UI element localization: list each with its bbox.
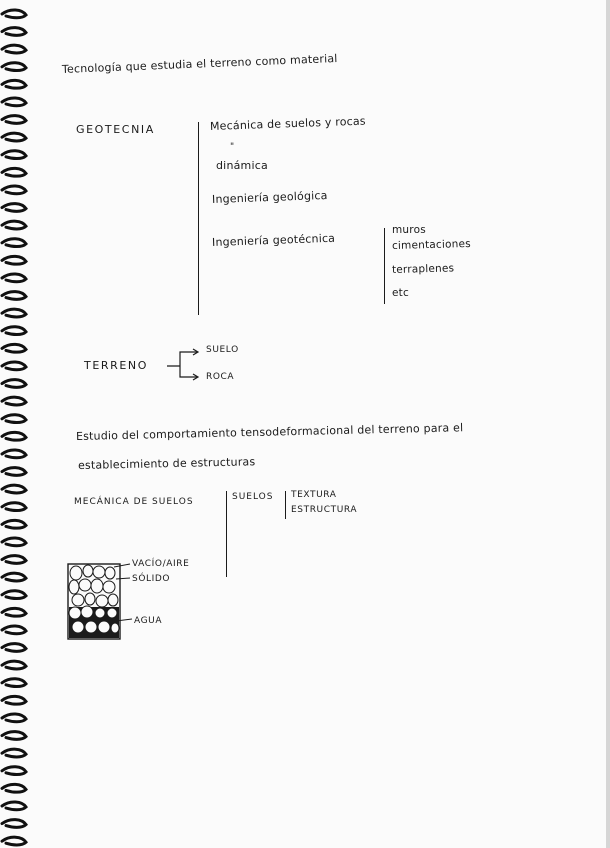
binding-coil — [2, 362, 26, 370]
binding-coil — [2, 98, 26, 106]
geotecnia-item-3: Ingeniería geológica — [211, 188, 328, 206]
binding-coil — [2, 327, 26, 335]
geotecnica-sub-4: etc — [392, 287, 409, 299]
binding-coil — [2, 309, 26, 317]
binding-coil — [2, 661, 26, 669]
soil-grain — [69, 580, 79, 594]
binding-coil — [2, 820, 26, 828]
binding-coil — [2, 608, 26, 616]
binding-coil — [2, 292, 26, 300]
binding-coil — [2, 520, 26, 528]
geotecnia-label: GEOTECNIA — [76, 123, 155, 136]
binding-coil — [2, 80, 26, 88]
terreno-branch-suelo: SUELO — [206, 345, 239, 355]
suelos-label: SUELOS — [232, 492, 274, 502]
binding-coil — [2, 644, 26, 652]
binding-coil — [2, 380, 26, 388]
terreno-label: TERRENO — [84, 359, 148, 372]
binding-coil — [2, 626, 26, 634]
binding-coil — [2, 221, 26, 229]
soil-grain — [111, 623, 119, 633]
binding-coil — [2, 679, 26, 687]
soil-grain — [83, 565, 93, 577]
binding-coil — [2, 415, 26, 423]
geotecnica-sub-1: muros — [392, 224, 426, 236]
soil-grain — [91, 579, 103, 593]
binding-coil — [2, 714, 26, 722]
soil-grain — [81, 606, 93, 618]
geotecnia-item-4: Ingeniería geotécnica — [211, 231, 336, 249]
terreno-branch-roca: ROCA — [206, 372, 235, 382]
soil-grain — [70, 566, 82, 580]
binding-coil — [2, 45, 26, 53]
binding-coil — [2, 28, 26, 36]
geotecnia-item-2: dinámica — [216, 159, 268, 172]
diagram-label-agua: AGUA — [134, 616, 163, 626]
binding-coil — [2, 344, 26, 352]
binding-coil — [2, 468, 26, 476]
soil-grain — [85, 593, 95, 605]
binding-coil — [2, 573, 26, 581]
suelos-sub-estructura: ESTRUCTURA — [291, 505, 358, 515]
binding-coil — [2, 239, 26, 247]
soil-grain — [103, 581, 115, 593]
terreno-arrows — [166, 346, 206, 382]
binding-coil — [2, 432, 26, 440]
soil-grain — [93, 566, 105, 578]
binding-coil — [2, 485, 26, 493]
suelos-bracket — [285, 491, 286, 519]
binding-coil — [2, 732, 26, 740]
binding-coil — [2, 63, 26, 71]
diagram-label-solido: SÓLIDO — [132, 574, 171, 584]
geotecnica-sub-3: terraplenes — [391, 262, 455, 276]
estudio-line-2: establecimiento de estructuras — [77, 455, 256, 472]
geotecnia-item-1: Mecánica de suelos y rocas — [209, 114, 366, 133]
binding-coil — [2, 168, 26, 176]
soil-grain — [96, 595, 108, 607]
soil-grain — [107, 608, 117, 618]
binding-coil — [2, 204, 26, 212]
binding-coil — [2, 767, 26, 775]
geotecnica-sub-2: cimentaciones — [391, 237, 472, 252]
binding-coil — [2, 802, 26, 810]
binding-coil — [2, 450, 26, 458]
binding-coil — [2, 10, 26, 18]
binding-coil — [2, 837, 26, 845]
binding-coil — [2, 556, 26, 564]
soil-grain — [105, 567, 115, 579]
soil-grain — [108, 594, 118, 606]
soil-grain — [98, 621, 110, 633]
soil-grain — [85, 621, 97, 633]
binding-coil — [2, 133, 26, 141]
binding-coil — [2, 116, 26, 124]
binding-coil — [2, 591, 26, 599]
soil-grain — [69, 607, 81, 619]
soil-grain — [79, 579, 91, 591]
suelos-sub-textura: TEXTURA — [291, 490, 337, 500]
binding-coil — [2, 274, 26, 282]
page-heading: Tecnología que estudia el terreno como material — [61, 51, 338, 76]
geotecnia-ditto: " — [230, 142, 235, 152]
mecanica-bracket — [226, 491, 227, 577]
binding-coil — [2, 749, 26, 757]
mecanica-label: MECÁNICA DE SUELOS — [74, 497, 194, 507]
geotecnica-bracket — [384, 228, 385, 304]
soil-grain — [72, 621, 84, 633]
binding-coil — [2, 151, 26, 159]
binding-coil — [2, 256, 26, 264]
soil-grain — [72, 594, 84, 606]
estudio-line-1: Estudio del comportamiento tensodeformacional del terreno para el — [75, 421, 464, 443]
binding-coil — [2, 538, 26, 546]
diagram-label-vacio: VACÍO/AIRE — [132, 559, 190, 569]
binding-coil — [2, 397, 26, 405]
geotecnia-bracket — [198, 122, 199, 315]
page-edge — [606, 0, 610, 848]
soil-grain — [95, 608, 105, 618]
binding-coil — [2, 696, 26, 704]
spiral-binding — [0, 0, 30, 848]
binding-coil — [2, 784, 26, 792]
binding-coil — [2, 503, 26, 511]
binding-coil — [2, 186, 26, 194]
